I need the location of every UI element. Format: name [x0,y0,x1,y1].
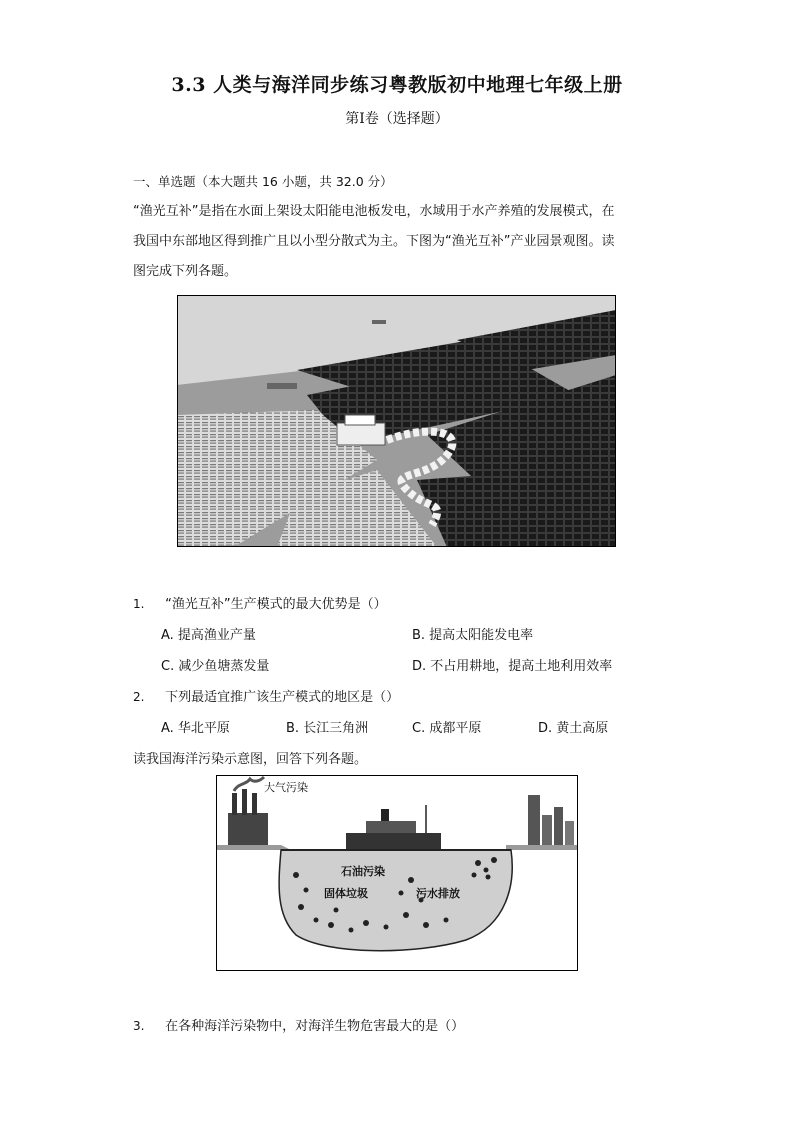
section-heading: 一、单选题（本大题共 16 小题，共 32.0 分） [133,174,393,189]
question-number: 1. [133,597,145,611]
question-number: 2. [133,690,145,704]
ocean-pollution-diagram [216,775,578,971]
intro-line: 我国中东部地区得到推广且以小型分散式为主。下图为“渔光互补”产业园景观图。读 [133,234,615,249]
question-3 [133,1015,464,1034]
question-text: 在各种海洋污染物中，对海洋生物危害最大的是（） [165,1019,465,1034]
intro-line: 图完成下列各题。 [133,264,238,279]
option-d[interactable]: D. 黄土高原 [538,721,609,736]
intro-line: “渔光互补”是指在水面上架设太阳能电池板发电，水域用于水产养殖的发展模式，在 [133,204,615,219]
option-b[interactable]: B. 提高太阳能发电率 [412,628,534,643]
question-text: 下列最适宜推广该生产模式的地区是（） [165,690,400,705]
option-b[interactable]: B. 长江三角洲 [286,721,369,736]
label-solid-waste: 固体垃圾 [324,887,368,900]
label-air-pollution: 大气污染 [264,781,308,794]
intro-paragraph-1 [133,197,678,287]
label-sewage: 污水排放 [416,887,460,900]
option-d[interactable]: D. 不占用耕地，提高土地利用效率 [412,659,613,674]
option-a[interactable]: A. 华北平原 [161,721,230,736]
fishery-solar-photo [177,295,616,547]
label-oil-pollution: 石油污染 [341,865,385,878]
question-text: “渔光互补”生产模式的最大优势是（） [165,597,387,612]
option-c[interactable]: C. 减少鱼塘蒸发量 [161,659,270,674]
question-1 [133,593,387,612]
option-c[interactable]: C. 成都平原 [412,721,482,736]
question-2 [133,686,399,705]
intro-paragraph-2: 读我国海洋污染示意图，回答下列各题。 [133,752,368,767]
option-a[interactable]: A. 提高渔业产量 [161,628,256,643]
question-number: 3. [133,1019,145,1033]
page-subtitle: 第Ⅰ卷（选择题） [345,111,449,127]
page-title: 3.3 人类与海洋同步练习粤教版初中地理七年级上册 [171,74,623,96]
